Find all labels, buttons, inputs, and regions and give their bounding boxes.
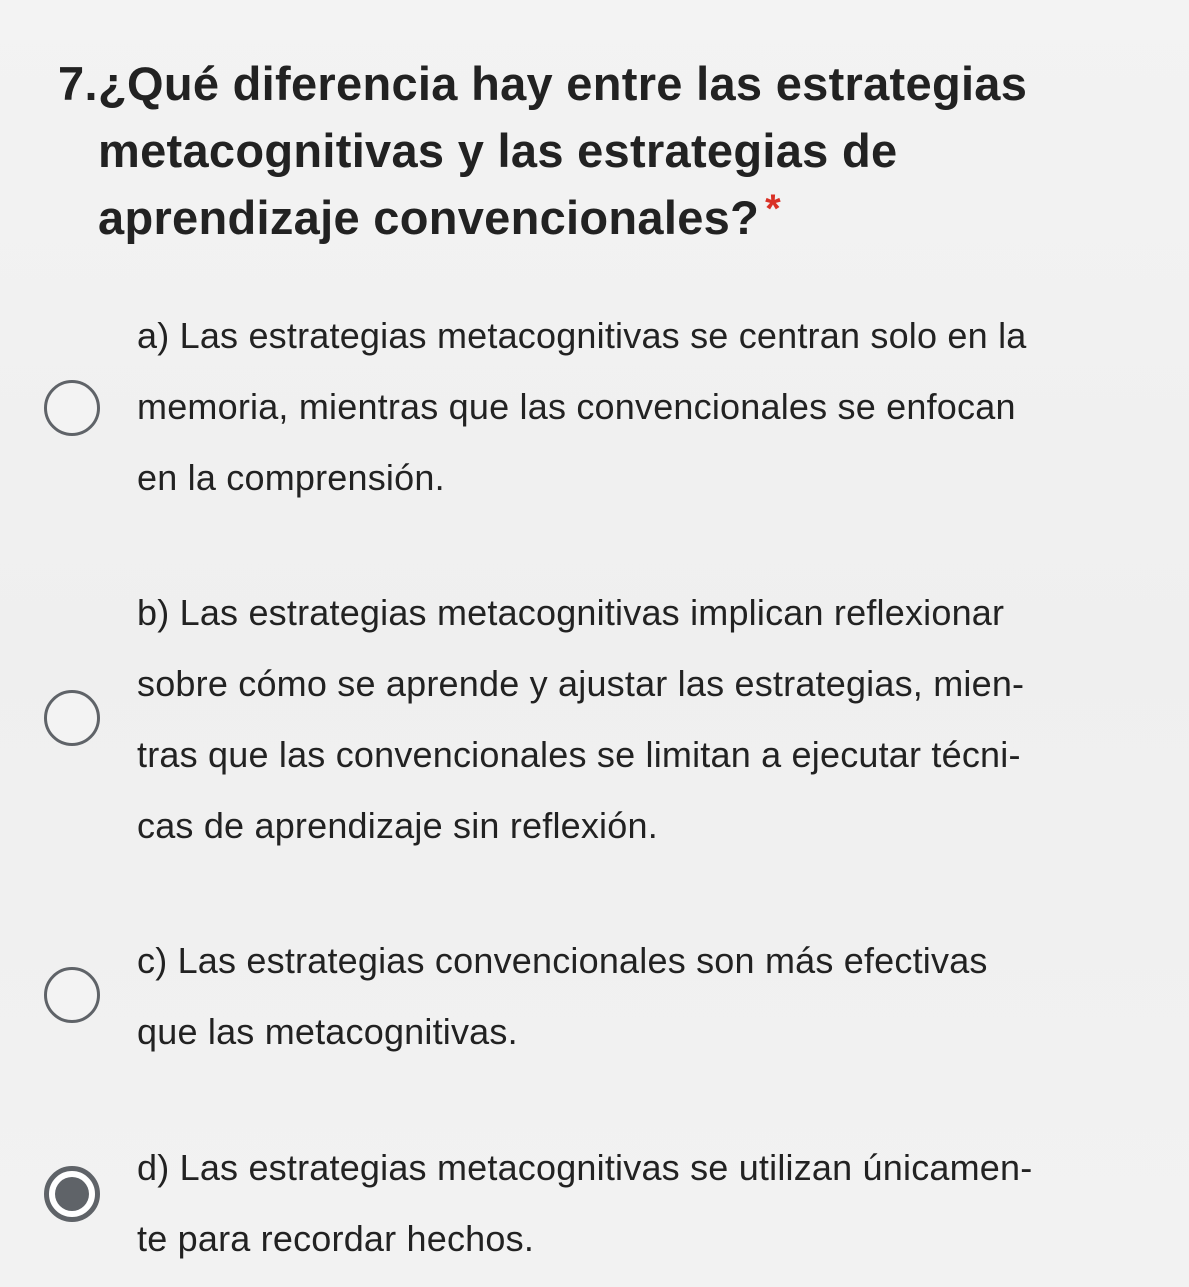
option-line: tras que las convencionales se limitan a ejecutar técni- — [137, 734, 1021, 775]
option-line: sobre cómo se aprende y ajustar las estrategias, mien- — [137, 663, 1025, 704]
required-marker: * — [765, 187, 781, 231]
question-line-text: aprendizaje convencionales? — [98, 191, 760, 244]
option-d-label — [137, 1132, 1177, 1274]
option-line: en la comprensión. — [137, 457, 445, 498]
question-line: ¿Qué diferencia hay entre las estrategias — [98, 57, 1028, 110]
radio-button-a[interactable] — [44, 380, 100, 436]
radio-button-d[interactable] — [44, 1166, 100, 1222]
option-line: c) Las estrategias convencionales son más efectivas — [137, 940, 988, 981]
option-line: cas de aprendizaje sin reflexión. — [137, 805, 658, 846]
option-line: memoria, mientras que las convencionales se enfocan — [137, 386, 1016, 427]
question-line: metacognitivas y las estrategias de — [98, 124, 898, 177]
option-line: d) Las estrategias metacognitivas se utilizan únicamen- — [137, 1147, 1033, 1188]
question-number: 7. — [58, 57, 98, 110]
option-line: b) Las estrategias metacognitivas implican reflexionar — [137, 592, 1005, 633]
option-b-label — [137, 577, 1177, 861]
option-line: que las metacognitivas. — [137, 1011, 518, 1052]
radio-button-c[interactable] — [44, 967, 100, 1023]
question-text — [98, 50, 1158, 251]
radio-button-b[interactable] — [44, 690, 100, 746]
option-line: te para recordar hechos. — [137, 1218, 535, 1259]
question-title — [58, 50, 1158, 244]
option-c-label — [137, 925, 1177, 1067]
option-line: a) Las estrategias metacognitivas se centran solo en la — [137, 315, 1027, 356]
option-a-label — [137, 300, 1177, 513]
question-line — [98, 184, 1158, 251]
